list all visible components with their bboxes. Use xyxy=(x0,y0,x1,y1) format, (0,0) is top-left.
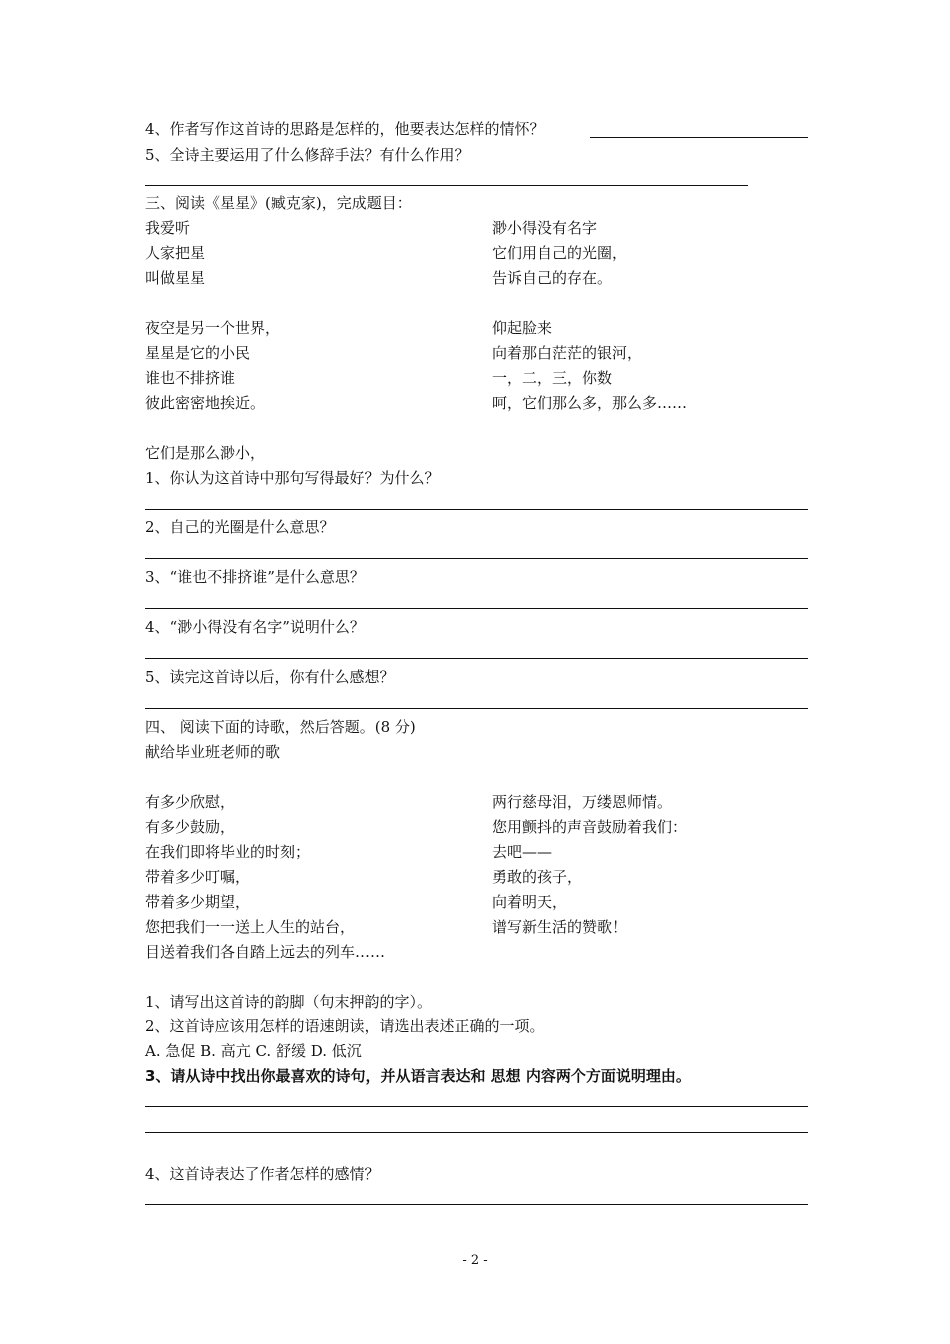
question-s4-q2: 2、这首诗应该用怎样的语速朗读，请选出表述正确的一项。 xyxy=(145,1017,545,1035)
question-s3-q1: 1、你认为这首诗中那句写得最好？为什么？ xyxy=(145,469,440,487)
poem-line: 您用颤抖的声音鼓励着我们： xyxy=(492,818,688,836)
poem-line: 渺小得没有名字 xyxy=(492,219,598,237)
poem-line: 谁也不排挤谁 xyxy=(145,369,236,387)
question-s2-q4: 4、作者写作这首诗的思路是怎样的，他要表达怎样的情怀？ xyxy=(145,120,545,138)
section4-heading: 四、 阅读下面的诗歌，然后答题。(8 分) xyxy=(145,718,416,736)
question-s4-q3: 3、请从诗中找出你最喜欢的诗句，并从语言表达和 思想 内容两个方面说明理由。 xyxy=(145,1067,691,1085)
poem-line: 呵，它们那么多，那么多…… xyxy=(492,394,688,412)
answer-line[interactable] xyxy=(145,658,808,659)
poem-line: 勇敢的孩子， xyxy=(492,868,583,886)
poem-line: 它们是那么渺小， xyxy=(145,444,266,462)
poem-line: 人家把星 xyxy=(145,244,206,262)
poem-line: 星星是它的小民 xyxy=(145,344,251,362)
poem-line: 目送着我们各自踏上远去的列车…… xyxy=(145,943,386,961)
poem-line: 一，二，三，你数 xyxy=(492,369,613,387)
answer-line[interactable] xyxy=(145,185,748,186)
poem-line: 叫做星星 xyxy=(145,269,206,287)
poem-line: 向着明天， xyxy=(492,893,568,911)
poem-title: 献给毕业班老师的歌 xyxy=(145,743,281,761)
poem-line: 在我们即将毕业的时刻； xyxy=(145,843,311,861)
poem-line: 仰起脸来 xyxy=(492,319,553,337)
question-s3-q4: 4、“渺小得没有名字”说明什么？ xyxy=(145,618,365,636)
poem-line: 彼此密密地挨近。 xyxy=(145,394,266,412)
question-s4-q1: 1、请写出这首诗的韵脚（句末押韵的字）。 xyxy=(145,993,433,1011)
poem-line: 带着多少叮嘱， xyxy=(145,868,251,886)
answer-line[interactable] xyxy=(590,137,808,138)
question-s4-q2-options: A. 急促 B. 高亢 C. 舒缓 D. 低沉 xyxy=(145,1042,362,1060)
poem-line: 去吧—— xyxy=(492,843,553,861)
answer-line[interactable] xyxy=(145,708,808,709)
answer-line[interactable] xyxy=(145,509,808,510)
answer-line[interactable] xyxy=(145,558,808,559)
question-s3-q3: 3、“谁也不排挤谁”是什么意思？ xyxy=(145,568,365,586)
question-s3-q2: 2、自己的光圈是什么意思？ xyxy=(145,518,335,536)
poem-line: 告诉自己的存在。 xyxy=(492,269,613,287)
poem-line: 有多少欣慰， xyxy=(145,793,236,811)
page-number: - 2 - xyxy=(462,1253,488,1268)
answer-line[interactable] xyxy=(145,608,808,609)
question-s2-q5: 5、全诗主要运用了什么修辞手法？有什么作用？ xyxy=(145,146,470,164)
poem-line: 带着多少期望， xyxy=(145,893,251,911)
poem-line: 我爱听 xyxy=(145,219,191,237)
question-s3-q5: 5、读完这首诗以后，你有什么感想？ xyxy=(145,668,395,686)
poem-line: 它们用自己的光圈， xyxy=(492,244,628,262)
poem-line: 谱写新生活的赞歌！ xyxy=(492,918,628,936)
question-s4-q4: 4、这首诗表达了作者怎样的感情？ xyxy=(145,1165,380,1183)
section3-heading: 三、阅读《星星》(臧克家)，完成题目： xyxy=(145,194,412,212)
poem-line: 有多少鼓励， xyxy=(145,818,236,836)
poem-line: 两行慈母泪，万缕恩师情。 xyxy=(492,793,673,811)
answer-line[interactable] xyxy=(145,1106,808,1107)
answer-line[interactable] xyxy=(145,1204,808,1205)
poem-line: 向着那白茫茫的银河， xyxy=(492,344,643,362)
poem-line: 您把我们一一送上人生的站台， xyxy=(145,918,356,936)
poem-line: 夜空是另一个世界， xyxy=(145,319,281,337)
answer-line[interactable] xyxy=(145,1132,808,1133)
